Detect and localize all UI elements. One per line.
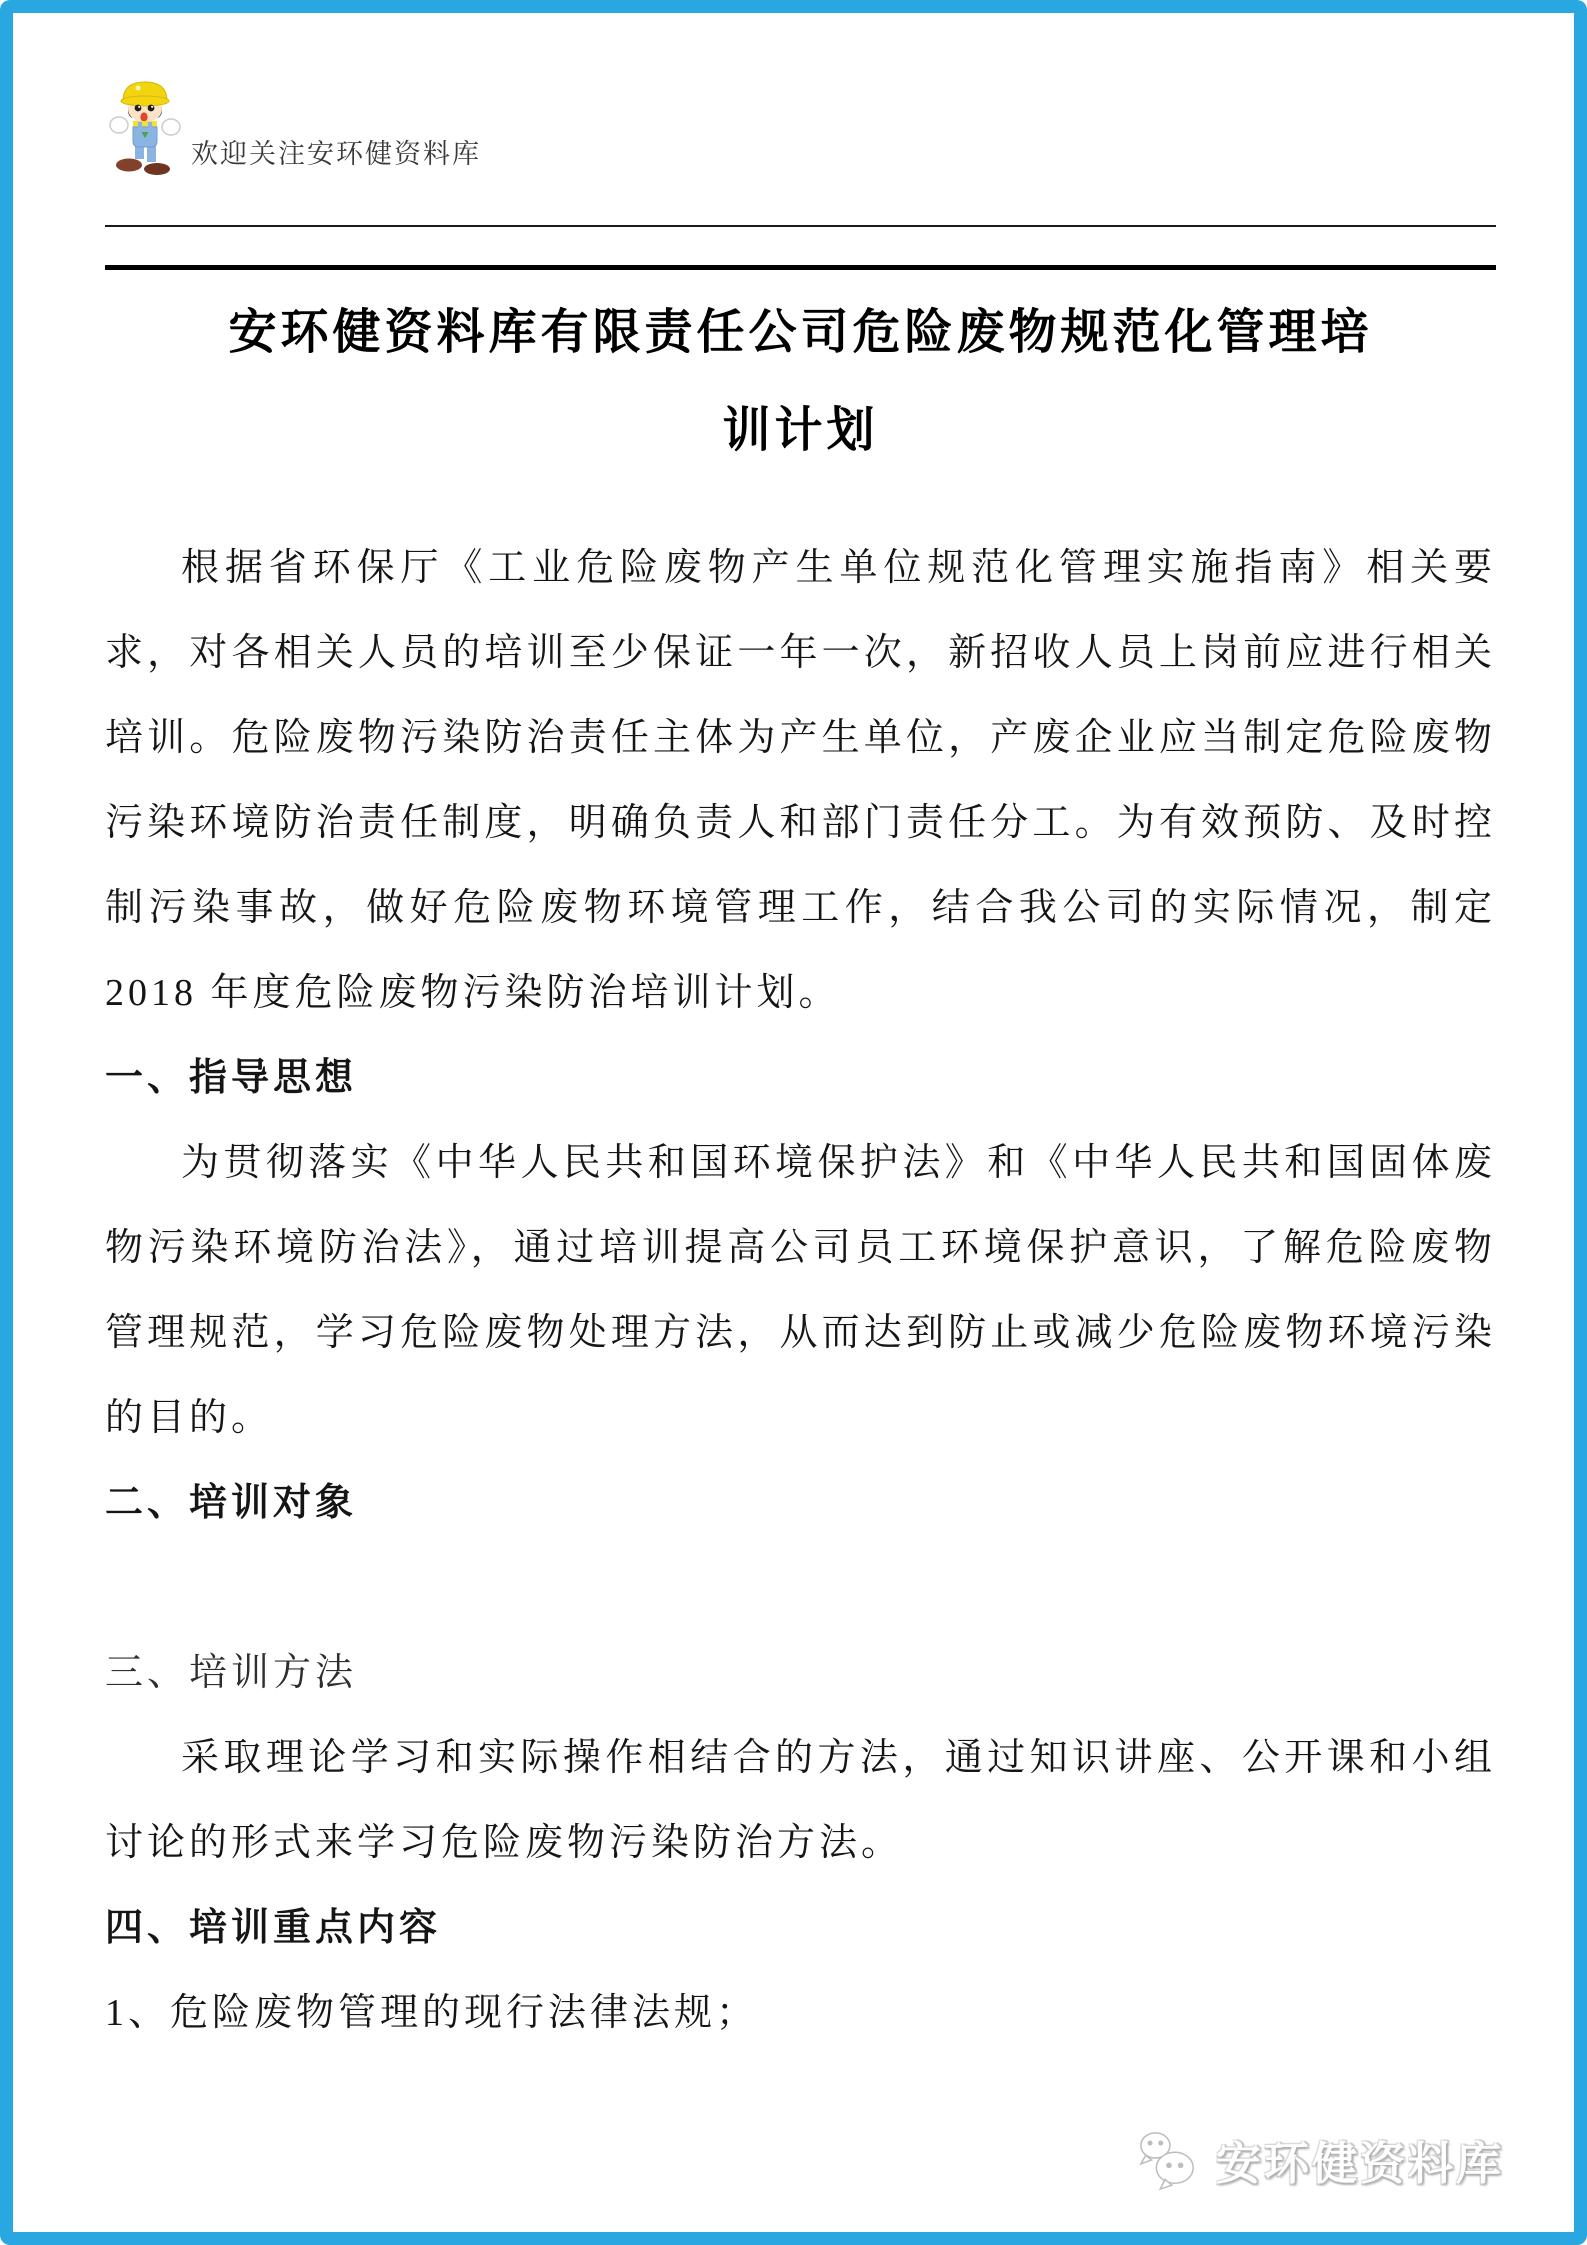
footer-brand-text: 安环健资料库 — [1215, 2138, 1504, 2189]
wechat-icon — [1134, 2129, 1202, 2191]
empty-line — [105, 1546, 1496, 1631]
divider-thick — [105, 265, 1496, 270]
safety-worker-mascot-icon — [105, 75, 185, 175]
section-heading-1: 一、指导思想 — [105, 1057, 358, 1099]
document-title — [105, 284, 1496, 480]
brand-header — [105, 75, 1496, 175]
section-heading-2: 二、培训对象 — [105, 1482, 358, 1524]
section-heading-3: 三、培训方法 — [105, 1652, 358, 1694]
paragraph-guiding-principles: 为贯彻落实《中华人民共和国环境保护法》和《中华人民共和国固体废物污染环境防治法》，通过培训提高公司员工环境保护意识，了解危险废物管理规范，学习危险废物处理方法，从而达到防止或减少危险废物环境污染的目的。 — [105, 1142, 1496, 1439]
brand-caption: 欢迎关注安环健资料库 — [191, 139, 481, 169]
divider-thin — [105, 225, 1496, 227]
document-title-line2: 训计划 — [722, 404, 879, 457]
document-body — [105, 526, 1496, 2056]
document-content — [105, 13, 1496, 2056]
list-item-1: 1、危险废物管理的现行法律法规； — [105, 1992, 759, 2034]
document-title-line1: 安环健资料库有限责任公司危险废物规范化管理培 — [228, 306, 1373, 359]
section-heading-4: 四、培训重点内容 — [105, 1907, 442, 1949]
paragraph-intro: 根据省环保厅《工业危险废物产生单位规范化管理实施指南》相关要求，对各相关人员的培训至少保证一年一次，新招收人员上岗前应进行相关培训。危险废物污染防治责任主体为产生单位，产废企业应当制定危险废物污染环境防治责任制度，明确负责人和部门责任分工。为有效预防、及时控制污染事故，做好危险废物环境管理工作，结合我公司的实际情况，制定 2018 年度危险废物污染防治培训计划。 — [105, 547, 1496, 1014]
brand-footer — [1134, 2127, 1504, 2192]
paragraph-training-method: 采取理论学习和实际操作相结合的方法，通过知识讲座、公开课和小组讨论的形式来学习危险废物污染防治方法。 — [105, 1737, 1496, 1864]
